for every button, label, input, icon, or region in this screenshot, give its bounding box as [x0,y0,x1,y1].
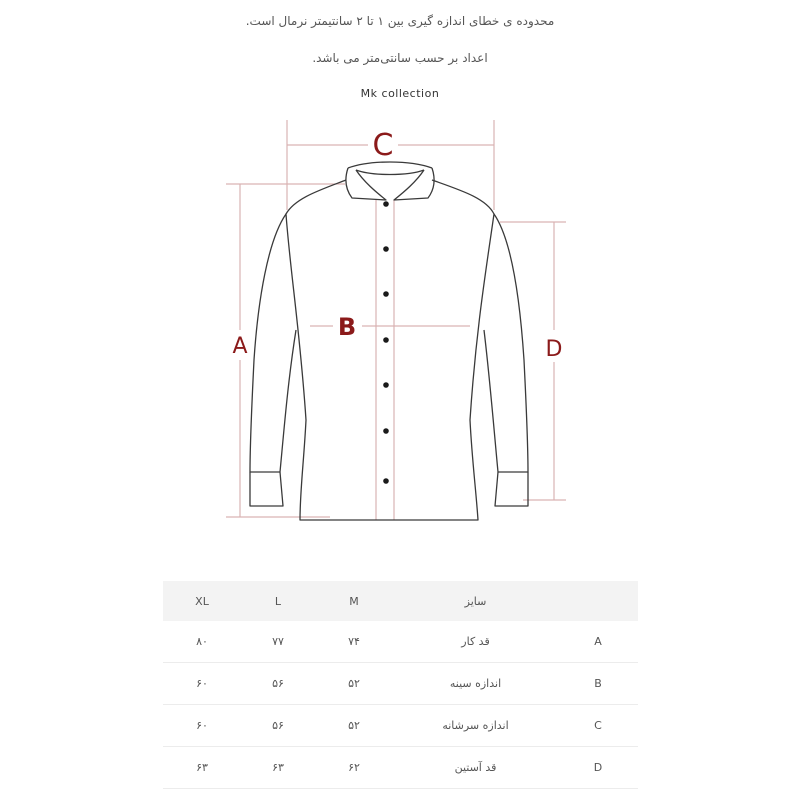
size-table [163,581,638,789]
button-6 [383,428,389,434]
cell-m: ۶۲ [315,747,393,789]
header-xl: XL [163,581,241,621]
units-note: اعداد بر حسب سانتی‌متر می باشد. [312,51,488,65]
cell-measure-name: قد کار [393,621,558,663]
cell-code: D [558,747,638,789]
button-3 [383,291,389,297]
brand-name: Mk collection [360,87,440,100]
cell-xl: ۸۰ [163,621,241,663]
cell-l: ۷۷ [241,621,315,663]
label-a: A [232,334,248,359]
collar-stand [356,170,424,175]
shirt-buttons [383,201,389,484]
header-l: L [241,581,315,621]
table-row [163,747,638,789]
table-row [163,621,638,663]
cell-code: B [558,663,638,705]
left-cuff [250,472,283,506]
table-row [163,663,638,705]
header-size: سایز [393,581,558,621]
cell-code: C [558,705,638,747]
table-header-row [163,581,638,621]
cell-m: ۵۲ [315,663,393,705]
shirt-body [286,180,494,520]
label-b: B [337,313,357,341]
cell-xl: ۶۳ [163,747,241,789]
cell-l: ۵۶ [241,705,315,747]
shirt-outline [250,162,528,520]
cell-l: ۶۳ [241,747,315,789]
header-m: M [315,581,393,621]
header-code [558,581,638,621]
cell-code: A [558,621,638,663]
table-row [163,705,638,747]
cell-m: ۵۲ [315,705,393,747]
button-4 [383,337,389,343]
cell-measure-name: اندازه سرشانه [393,705,558,747]
cell-xl: ۶۰ [163,663,241,705]
right-cuff [495,472,528,506]
cell-m: ۷۴ [315,621,393,663]
button-2 [383,246,389,252]
right-sleeve [484,214,528,472]
label-c: C [372,128,394,163]
button-5 [383,382,389,388]
button-7 [383,478,389,484]
measurement-guides [226,120,566,520]
button-1 [383,201,389,207]
cell-xl: ۶۰ [163,705,241,747]
cell-measure-name: قد آستین [393,747,558,789]
tolerance-note: محدوده ی خطای اندازه گیری بین ۱ تا ۲ سانتیمتر نرمال است. [245,14,555,28]
cell-l: ۵۶ [241,663,315,705]
cell-measure-name: اندازه سینه [393,663,558,705]
label-d: D [545,337,563,362]
